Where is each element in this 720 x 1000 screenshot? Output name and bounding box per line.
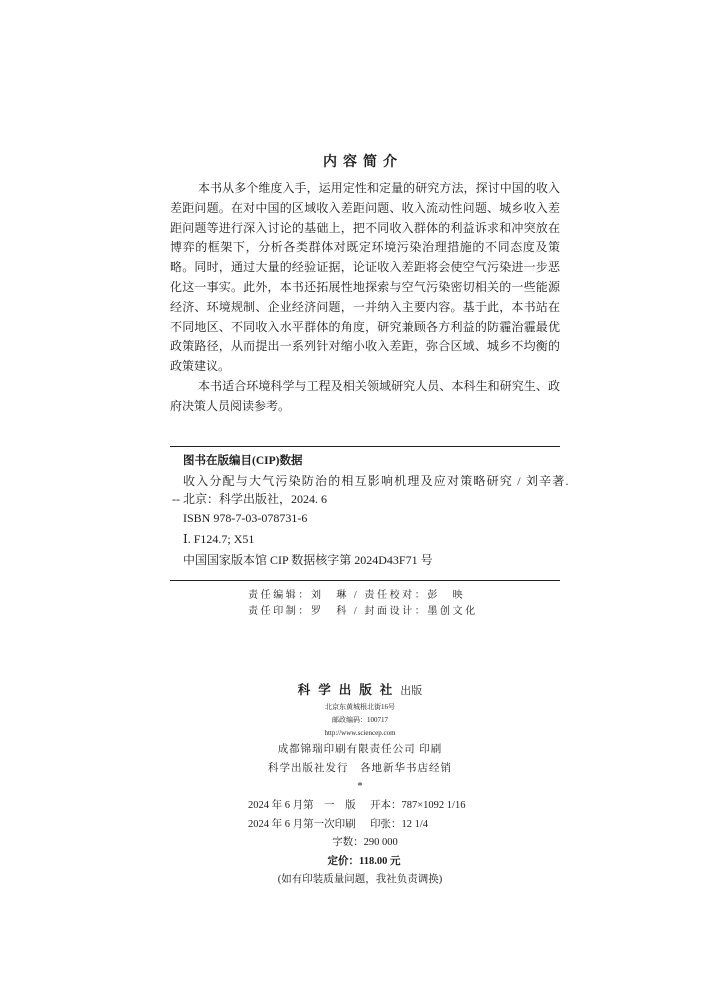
cip-title-line: 收入分配与大气污染防治的相互影响机理及应对策略研究 / 刘辛著.	[183, 474, 570, 488]
cip-publisher-line: -- 北京：科学出版社，2024. 6	[172, 492, 327, 506]
cip-classification: Ⅰ. F124.7; X51	[183, 532, 255, 546]
printer-line: 成都锦瑞印刷有限责任公司 印刷	[277, 744, 443, 755]
quality-notice: (如有印装质量问题，我社负责调换)	[277, 874, 443, 885]
cip-bottom-rule	[170, 580, 560, 581]
publisher-logo-suffix: 出版	[400, 685, 423, 697]
cip-top-rule	[170, 446, 560, 447]
distribution-line: 科学出版社发行 各地新华书店经销	[268, 763, 452, 774]
publisher-address: 北京东黄城根北街16号	[325, 703, 395, 711]
edition-line: 2024 年 6 月第 一 版	[248, 800, 356, 811]
cip-isbn: ISBN 978-7-03-078731-6	[183, 511, 308, 525]
impression-line: 2024 年 6 月第一次印刷	[248, 819, 356, 830]
summary-line: 本书适合环境科学与工程及相关领域研究人员、本科生和研究生、政	[198, 378, 560, 393]
summary-line: 略。同时，通过大量的经验证据，论证收入差距将会使空气污染进一步恶	[170, 260, 560, 275]
summary-paragraph-1	[170, 179, 560, 377]
summary-line: 博弈的框架下，分析各类群体对既定环境污染治理措施的不同态度及策	[170, 240, 560, 255]
word-count: 字数：290 000	[332, 837, 398, 848]
publisher-url: http://www.sciencep.com	[324, 729, 396, 737]
publisher-logo	[0, 682, 720, 699]
editor-credits: 责任编辑：刘 琳 / 责任校对：彭 映	[248, 590, 466, 601]
sheets-line: 印张：12 1/4	[370, 819, 429, 830]
summary-line: 本书从多个维度入手，运用定性和定量的研究方法，探讨中国的收入	[198, 181, 560, 195]
summary-line: 不同地区、不同收入水平群体的角度，研究兼顾各方利益的防霾治霾最优	[170, 319, 560, 334]
production-credits: 责任印制：罗 科 / 封面设计：墨创文化	[248, 606, 478, 617]
summary-line: 化这一事实。此外，本书还拓展性地探索与空气污染密切相关的一些能源	[170, 279, 560, 294]
summary-line: 距问题等进行深入讨论的基础上，把不同收入群体的利益诉求和冲突放在	[170, 220, 560, 235]
summary-line: 政策路径，从而提出一系列针对缩小收入差距，弥合区域、城乡不均衡的	[170, 339, 560, 354]
separator-asterisk: *	[357, 781, 363, 792]
summary-paragraph-2	[170, 377, 560, 417]
summary-title: 内容简介	[323, 155, 403, 170]
summary-line: 经济、环境规制、企业经济问题，一并纳入主要内容。基于此，本书站在	[170, 299, 560, 314]
summary-line: 政策建议。	[170, 359, 231, 374]
summary-body	[170, 179, 560, 417]
format-line: 开本：787×1092 1/16	[370, 800, 466, 811]
publisher-logo-text: 科学出版社	[297, 683, 401, 697]
summary-line: 府决策人员阅读参考。	[170, 398, 291, 413]
price: 定价：118.00 元	[327, 856, 401, 867]
summary-line: 差距问题。在对中国的区域收入差距问题、收入流动性问题、城乡收入差	[170, 200, 560, 215]
publisher-postcode: 邮政编码：100717	[332, 716, 388, 724]
cip-heading: 图书在版编目(CIP)数据	[183, 455, 303, 467]
cip-record-number: 中国国家版本馆 CIP 数据核字第 2024D43F71 号	[183, 553, 433, 567]
